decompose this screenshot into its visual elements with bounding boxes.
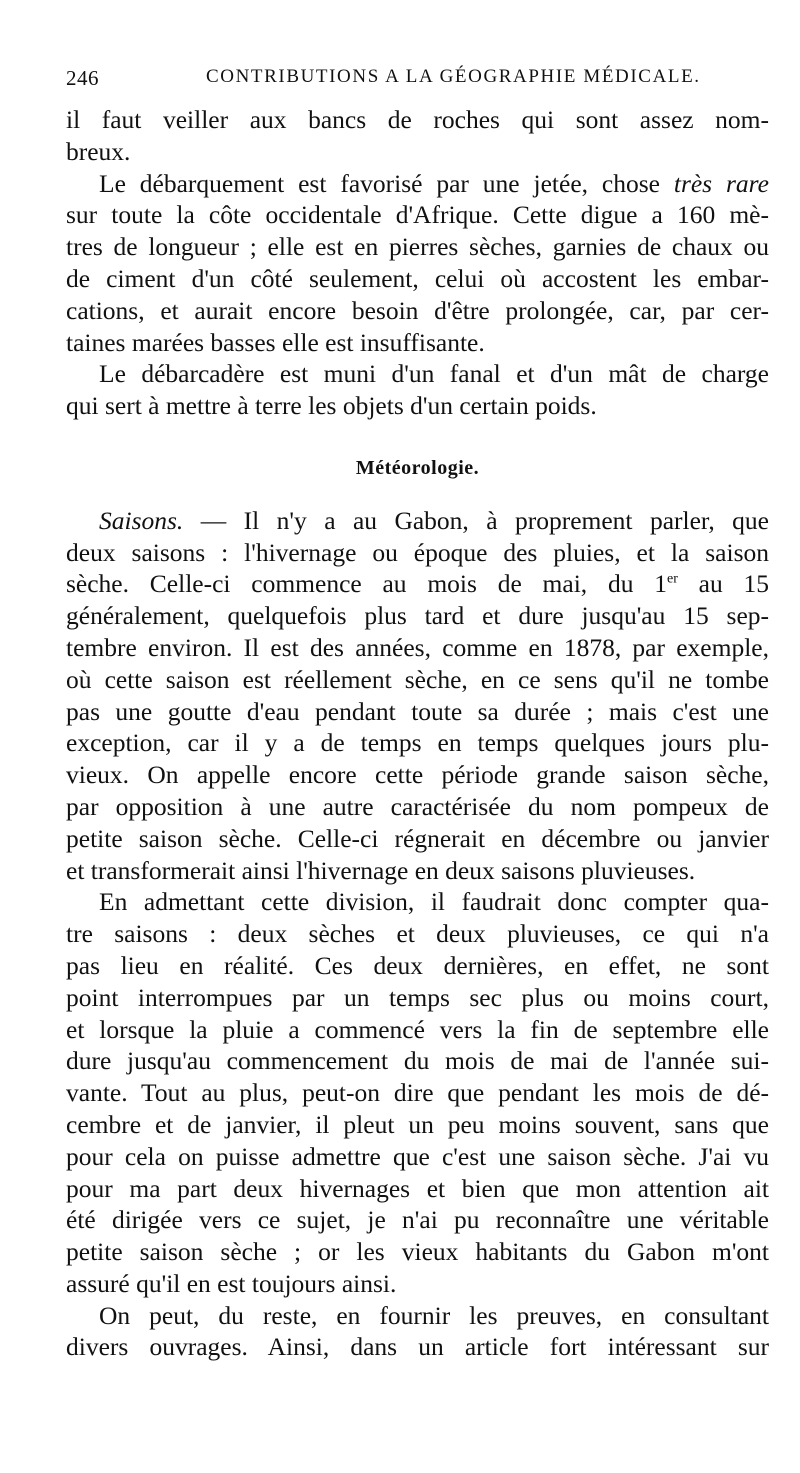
text-run: au 15 bbox=[677, 569, 769, 599]
text-line: pour cela on puisse admettre que c'est une saison sèche. J'ai vu bbox=[66, 1141, 769, 1171]
text-line: pas lieu en réalité. Ces deux dernières, en effet, ne sont bbox=[66, 950, 769, 980]
running-head: CONTRIBUTIONS A LA GÉOGRAPHIE MÉDICALE. bbox=[206, 66, 701, 87]
text-run: Le débarquement est favorisé par une jetée, chose bbox=[99, 168, 674, 198]
text-line: point interrompues par un temps sec plus ou moins court, bbox=[66, 982, 769, 1012]
text-line: pour ma part deux hivernages et bien que mon attention ait bbox=[66, 1173, 769, 1203]
text-line: assuré qu'il en est toujours ainsi. bbox=[66, 1268, 397, 1298]
superscript: er bbox=[666, 571, 678, 587]
text-run: sèche. Celle-ci commence au mois de mai, du 1 bbox=[66, 569, 667, 599]
text-line: pas une goutte d'eau pendant toute sa durée ; mais c'est une bbox=[66, 696, 769, 726]
text-line: vante. Tout au plus, peut-on dire que pendant les mois de dé- bbox=[66, 1078, 769, 1108]
text-line: petite saison sèche. Celle-ci régnerait en décembre ou janvier bbox=[66, 823, 769, 853]
text-line: taines marées basses elle est insuffisante. bbox=[66, 327, 485, 357]
text-line bbox=[66, 568, 769, 600]
text-line: été dirigée vers ce sujet, je n'ai pu reconnaître une véritable bbox=[66, 1205, 769, 1235]
text-run: — Il n'y a au Gabon, à proprement parler, que bbox=[183, 505, 769, 535]
text-line: petite saison sèche ; or les vieux habitants du Gabon m'ont bbox=[66, 1237, 769, 1267]
text-line: divers ouvrages. Ainsi, dans un article fort intéressant sur bbox=[66, 1332, 769, 1362]
text-line: qui sert à mettre à terre les objets d'un certain poids. bbox=[66, 391, 597, 421]
page-number: 246 bbox=[66, 66, 99, 90]
text-line: deux saisons : l'hivernage ou époque des pluies, et la saison bbox=[66, 537, 769, 567]
text-line: de ciment d'un côté seulement, celui où accostent les embar- bbox=[66, 263, 769, 293]
text-line: On peut, du reste, en fournir les preuves, en consultant bbox=[99, 1300, 769, 1330]
text-line: En admettant cette division, il faudrait donc compter qua- bbox=[99, 887, 769, 917]
emphasis-text: Saisons. bbox=[99, 505, 184, 535]
text-line: cembre et de janvier, il pleut un peu moins souvent, sans que bbox=[66, 1109, 769, 1139]
text-line bbox=[66, 505, 769, 537]
text-line: Le débarcadère est muni d'un fanal et d'un mât de charge bbox=[99, 359, 769, 389]
text-line: et lorsque la pluie a commencé vers la fin de septembre elle bbox=[66, 1014, 769, 1044]
text-line: tembre environ. Il est des années, comme en 1878, par exemple, bbox=[66, 632, 769, 662]
body-text bbox=[66, 104, 769, 1363]
text-line: tre saisons : deux sèches et deux pluvieuses, ce qui n'a bbox=[66, 919, 769, 949]
text-line: sur toute la côte occidentale d'Afrique. Cette digue a 160 mè- bbox=[66, 200, 769, 230]
text-line: tres de longueur ; elle est en pierres sèches, garnies de chaux ou bbox=[66, 232, 769, 262]
text-line: et transformerait ainsi l'hivernage en deux saisons pluvieuses. bbox=[66, 855, 696, 885]
text-line: vieux. On appelle encore cette période grande saison sèche, bbox=[66, 760, 769, 790]
section-title: Météorologie. bbox=[355, 456, 480, 479]
text-line: il faut veiller aux bancs de roches qui sont assez nom- bbox=[66, 105, 769, 134]
emphasis-text: très rare bbox=[673, 168, 769, 198]
text-line bbox=[66, 168, 769, 200]
text-line: généralement, quelquefois plus tard et dure jusqu'au 15 sep- bbox=[66, 601, 769, 631]
text-line: par opposition à une autre caractérisée du nom pompeux de bbox=[66, 791, 769, 821]
page-header bbox=[66, 62, 770, 96]
text-line: exception, car il y a de temps en temps quelques jours plu- bbox=[66, 728, 769, 758]
text-line: breux. bbox=[66, 136, 131, 166]
text-line: où cette saison est réellement sèche, en ce sens qu'il ne tombe bbox=[66, 664, 769, 694]
text-line: cations, et aurait encore besoin d'être prolongée, car, par cer- bbox=[66, 295, 769, 325]
text-line: dure jusqu'au commencement du mois de mai de l'année sui- bbox=[66, 1046, 769, 1076]
